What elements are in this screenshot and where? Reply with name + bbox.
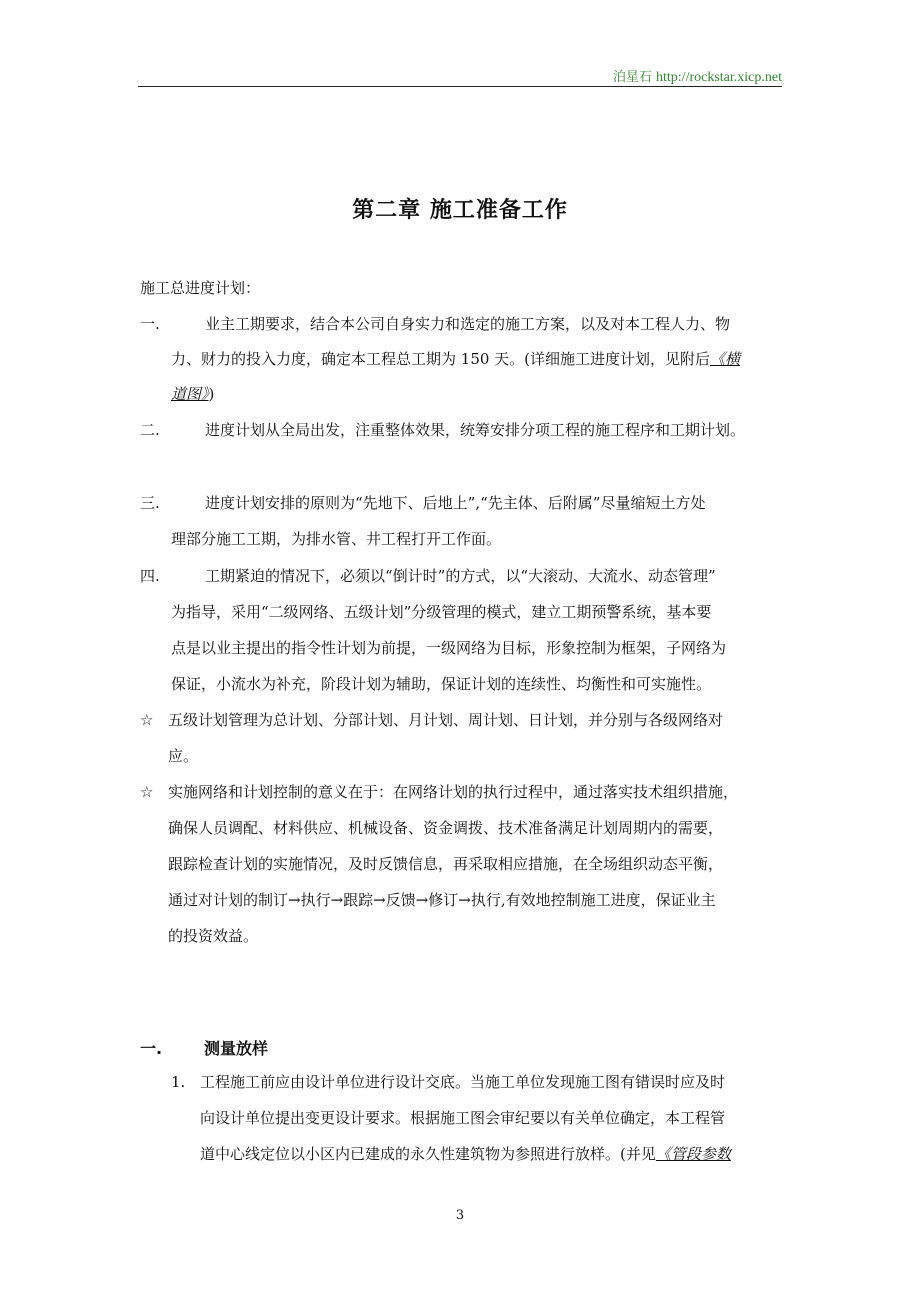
- item-marker: 三.: [140, 494, 160, 512]
- header-url-link[interactable]: http://rockstar.xicp.net: [656, 70, 782, 85]
- star-bullet-icon: ☆: [140, 783, 154, 801]
- paragraph-line: 道中心线定位以小区内已建成的永久性建筑物为参照进行放样。(并见《管段参数: [200, 1145, 731, 1163]
- section-number: 一.: [140, 1039, 163, 1058]
- item-marker: 一.: [140, 315, 160, 333]
- paragraph-line: 为指导，采用“二级网络、五级计划”分级管理的模式，建立工期预警系统，基本要: [171, 603, 712, 621]
- section-heading: [140, 1036, 268, 1059]
- header-site-name: 泊星石: [612, 70, 652, 85]
- page-number: 3: [455, 1208, 465, 1223]
- paragraph-line: 实施网络和计划控制的意义在于：在网络计划的执行过程中，通过落实技术组织措施，: [168, 783, 739, 801]
- paragraph-line: 工程施工前应由设计单位进行设计交底。当施工单位发现施工图有错误时应及时: [200, 1073, 726, 1091]
- paragraph-line: 进度计划从全局出发，注重整体效果，统筹安排分项工程的施工程序和工期计划。: [205, 421, 746, 439]
- item-marker: 1.: [171, 1073, 186, 1091]
- schedule-heading: 施工总进度计划：: [140, 279, 261, 297]
- section-title: 测量放样: [204, 1039, 269, 1058]
- paragraph-line: 通过对计划的制订→执行→跟踪→反馈→修订→执行,有效地控制施工进度，保证业主: [168, 891, 716, 909]
- item-marker: 四.: [140, 567, 160, 585]
- header-text: [613, 66, 782, 86]
- paragraph-line: 应。: [168, 747, 199, 765]
- paragraph-line: 点是以业主提出的指令性计划为前提，一级网络为目标，形象控制为框架，子网络为: [171, 639, 727, 657]
- paragraph-line: 力、财力的投入力度，确定本工程总工期为 150 天。(详细施工进度计划，见附后《横: [171, 350, 741, 368]
- paragraph-line: 业主工期要求，结合本公司自身实力和选定的施工方案，以及对本工程人力、物: [205, 315, 731, 333]
- paragraph-line: 保证，小流水为补充，阶段计划为辅助，保证计划的连续性、均衡性和可实施性。: [171, 675, 712, 693]
- paragraph-line: 道图》): [171, 385, 215, 403]
- paragraph-line: 五级计划管理为总计划、分部计划、月计划、周计划、日计划，并分别与各级网络对: [168, 711, 724, 729]
- schedule-chart-link[interactable]: 《横: [710, 350, 741, 368]
- page-header: [138, 64, 782, 87]
- paragraph-line: 的投资效益。: [168, 927, 259, 945]
- pipe-params-link[interactable]: 《管段参数: [655, 1145, 731, 1163]
- paragraph-line: 向设计单位提出变更设计要求。根据施工图会审纪要以有关单位确定，本工程管: [200, 1109, 726, 1127]
- item-marker: 二.: [140, 421, 160, 439]
- star-bullet-icon: ☆: [140, 711, 154, 729]
- paragraph-line: 理部分施工工期，为排水管、井工程打开工作面。: [171, 530, 502, 548]
- chapter-title: 第二章 施工准备工作: [352, 198, 568, 223]
- paragraph-line: 确保人员调配、材料供应、机械设备、资金调拨、技术准备满足计划周期内的需要，: [168, 819, 724, 837]
- paragraph-line: 工期紧迫的情况下，必须以“倒计时”的方式，以“大滚动、大流水、动态管理”: [205, 567, 716, 585]
- schedule-chart-link-cont[interactable]: 道图》: [171, 385, 209, 403]
- paragraph-line: 跟踪检查计划的实施情况，及时反馈信息，再采取相应措施，在全场组织动态平衡，: [168, 855, 724, 873]
- paragraph-line: 进度计划安排的原则为“先地下、后地上”,“先主体、后附属”尽量缩短土方处: [205, 494, 706, 512]
